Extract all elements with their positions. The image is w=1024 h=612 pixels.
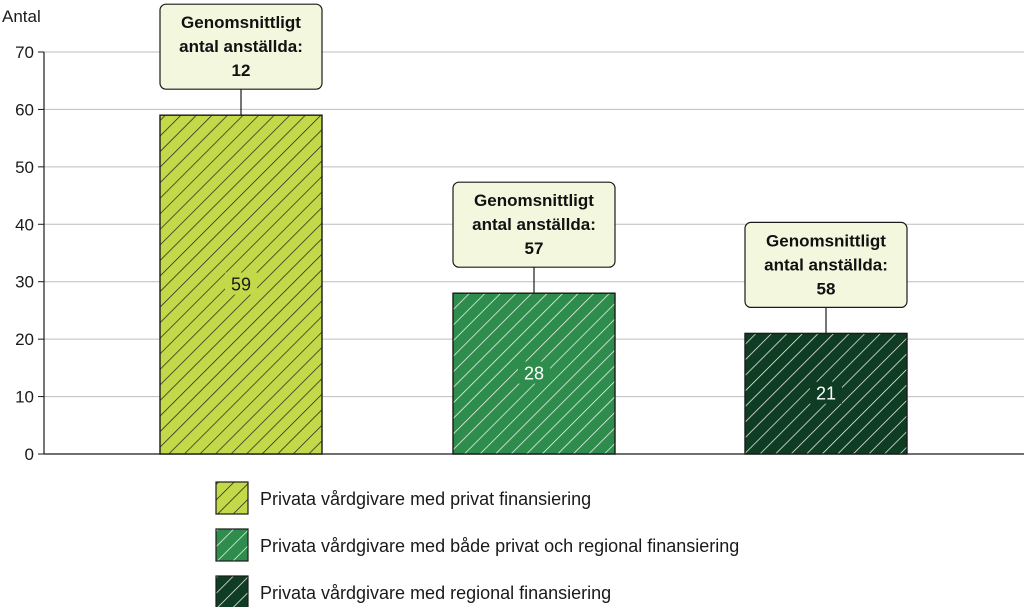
legend-swatch	[216, 482, 248, 514]
y-tick-label: 40	[15, 215, 34, 235]
y-axis-ticks	[15, 43, 44, 464]
bar-value-label: 21	[815, 383, 837, 404]
callout-text: 12	[231, 61, 251, 81]
callout-text: antal anställda:	[764, 255, 888, 275]
callout-text: Genomsnittligt	[181, 13, 301, 33]
legend-label: Privata vårdgivare med privat finansiering	[260, 489, 592, 509]
y-tick-label: 20	[15, 330, 34, 350]
y-tick-label: 50	[15, 157, 34, 177]
callout-text: antal anställda:	[472, 215, 596, 235]
legend-label: Privata vårdgivare med både privat och regional finansiering	[260, 536, 740, 556]
legend-swatch	[216, 576, 248, 607]
callout-text: 57	[524, 239, 544, 259]
y-tick-label: 30	[15, 272, 34, 292]
legend-label: Privata vårdgivare med regional finansiering	[260, 583, 612, 603]
bar-value-label: 28	[523, 363, 545, 384]
legend-swatch	[216, 529, 248, 561]
callout-text: 58	[816, 279, 836, 299]
y-tick-label: 70	[15, 43, 34, 62]
callout-text: Genomsnittligt	[766, 231, 886, 251]
y-axis-title: Antal	[2, 7, 41, 26]
callout-text: Genomsnittligt	[474, 191, 594, 211]
bar-value-label: 59	[230, 274, 252, 295]
y-tick-label: 10	[15, 387, 34, 407]
y-tick-label: 60	[15, 100, 34, 120]
y-tick-label: 0	[24, 445, 34, 464]
legend	[216, 482, 739, 607]
callout-text: antal anställda:	[179, 37, 303, 57]
